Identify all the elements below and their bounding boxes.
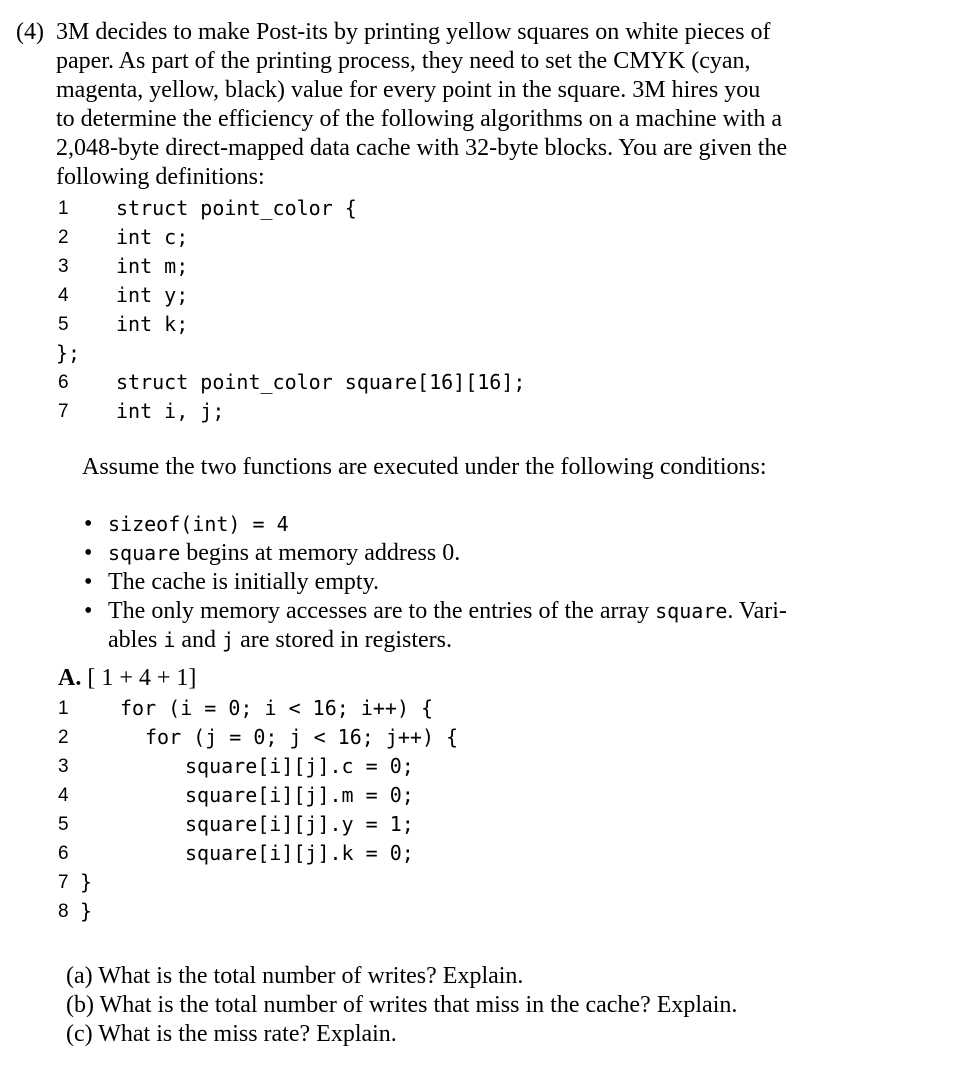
line-number: 1 bbox=[58, 198, 69, 219]
bullet-icon: • bbox=[84, 511, 93, 537]
list-item-text: ables bbox=[108, 627, 164, 653]
code-line: } bbox=[80, 899, 93, 923]
inline-code: j bbox=[222, 628, 235, 652]
code-line: for (j = 0; j < 16; j++) { bbox=[145, 725, 459, 749]
code-line: } bbox=[80, 870, 93, 894]
code-line: for (i = 0; i < 16; i++) { bbox=[120, 696, 434, 720]
code-line: square[i][j].y = 1; bbox=[185, 812, 414, 836]
line-number: 7 bbox=[58, 401, 69, 422]
line-number: 2 bbox=[58, 227, 69, 248]
problem-line: paper. As part of the printing process, they need to set the CMYK (cyan, bbox=[56, 48, 751, 74]
list-item-text: . Vari- bbox=[727, 598, 787, 624]
code-line: int m; bbox=[116, 254, 189, 278]
problem-line: magenta, yellow, black) value for every point in the square. 3M hires you bbox=[56, 77, 761, 103]
bullet-icon: • bbox=[84, 569, 93, 595]
code-line: int i, j; bbox=[116, 399, 225, 423]
line-number: 5 bbox=[58, 814, 69, 835]
line-number: 1 bbox=[58, 698, 69, 719]
code-line: int k; bbox=[116, 312, 189, 336]
inline-code: sizeof(int) = 4 bbox=[108, 512, 289, 536]
inline-code: i bbox=[163, 628, 176, 652]
problem-line: 2,048-byte direct-mapped data cache with 32-byte blocks. You are given the bbox=[56, 135, 788, 161]
line-number: 6 bbox=[58, 843, 69, 864]
code-line: int y; bbox=[116, 283, 189, 307]
code-line: struct point_color { bbox=[116, 196, 357, 220]
bullet-icon: • bbox=[84, 598, 93, 624]
list-item-text: and bbox=[175, 627, 223, 653]
question-a bbox=[66, 962, 523, 991]
inline-code: square bbox=[108, 541, 181, 565]
part-a-header bbox=[58, 664, 196, 693]
part-a-label: A. bbox=[58, 665, 82, 691]
question-text: What is the total number of writes? Explain. bbox=[98, 963, 524, 989]
line-number: 7 bbox=[58, 872, 69, 893]
code-line: int c; bbox=[116, 225, 189, 249]
line-number: 4 bbox=[58, 785, 69, 806]
question-text: What is the total number of writes that miss in the cache? Explain. bbox=[99, 992, 738, 1018]
problem-number: (4) bbox=[16, 19, 44, 45]
question-c bbox=[66, 1020, 397, 1049]
list-item-text: The only memory accesses are to the entries of the array bbox=[108, 598, 656, 624]
inline-code: square bbox=[655, 599, 728, 623]
problem-line: to determine the efficiency of the following algorithms on a machine with a bbox=[56, 106, 782, 132]
assumptions-intro: Assume the two functions are executed under the following conditions: bbox=[82, 454, 767, 480]
line-number: 5 bbox=[58, 314, 69, 335]
question-label: (b) bbox=[66, 992, 94, 1018]
bullet-icon: • bbox=[84, 540, 93, 566]
line-number: 6 bbox=[58, 372, 69, 393]
list-item-text: begins at memory address 0. bbox=[180, 540, 461, 566]
code-line: square[i][j].k = 0; bbox=[185, 841, 414, 865]
code-line: square[i][j].m = 0; bbox=[185, 783, 414, 807]
code-line: }; bbox=[56, 341, 81, 365]
part-a-points: [ 1 + 4 + 1] bbox=[87, 665, 197, 691]
list-item-text: are stored in registers. bbox=[234, 627, 452, 653]
question-label: (a) bbox=[66, 963, 93, 989]
line-number: 8 bbox=[58, 901, 69, 922]
code-line: square[i][j].c = 0; bbox=[185, 754, 414, 778]
problem-line: following definitions: bbox=[56, 164, 265, 190]
line-number: 3 bbox=[58, 756, 69, 777]
line-number: 2 bbox=[58, 727, 69, 748]
problem-line: 3M decides to make Post-its by printing yellow squares on white pieces of bbox=[56, 19, 771, 45]
question-b bbox=[66, 991, 737, 1020]
question-text: What is the miss rate? Explain. bbox=[98, 1021, 397, 1047]
list-item-text: The cache is initially empty. bbox=[108, 569, 380, 595]
line-number: 4 bbox=[58, 285, 69, 306]
code-line: struct point_color square[16][16]; bbox=[116, 370, 526, 394]
question-label: (c) bbox=[66, 1021, 93, 1047]
line-number: 3 bbox=[58, 256, 69, 277]
